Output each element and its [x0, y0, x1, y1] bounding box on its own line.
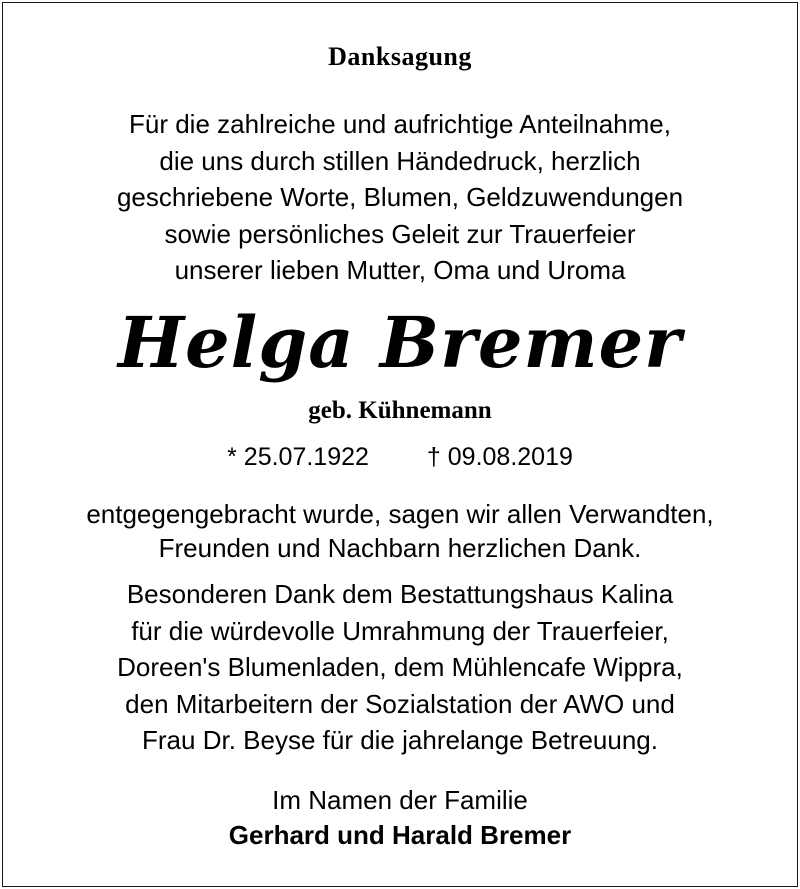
intro-line: Für die zahlreiche und aufrichtige Anteilnahme, — [129, 109, 671, 139]
notice-heading: Danksagung — [328, 42, 472, 71]
intro-line: sowie persönliches Geleit zur Trauerfeier — [164, 218, 636, 249]
thanks-line: Freunden und Nachbarn herzlichen Dank. — [158, 533, 642, 563]
special-thanks-paragraph — [0, 576, 800, 759]
special-thanks-line: Besonderen Dank dem Bestattungshaus Kalina — [126, 579, 674, 609]
thanks-line: entgegengebracht wurde, sagen wir allen Verwandten, — [86, 499, 714, 529]
special-thanks-line: Doreen's Blumenladen, dem Mühlencafe Wippra, — [117, 652, 683, 682]
intro-line: unserer lieben Mutter, Oma und Uroma — [174, 255, 626, 285]
birth-date: * 25.07.1922 — [227, 443, 369, 471]
deceased-name: Helga Bremer — [117, 301, 682, 384]
death-date: † 09.08.2019 — [426, 443, 573, 471]
special-thanks-line: Frau Dr. Beyse für die jahrelange Betreuung. — [142, 725, 658, 755]
maiden-name: geb. Kühnemann — [308, 397, 492, 424]
signature-intro: Im Namen der Familie — [272, 785, 528, 815]
intro-line: die uns durch stillen Händedruck, herzlich — [159, 145, 641, 176]
intro-paragraph — [0, 106, 800, 289]
signature-names: Gerhard und Harald Bremer — [228, 820, 572, 850]
thanks-paragraph — [0, 497, 800, 565]
special-thanks-line: für die würdevolle Umrahmung der Trauerfeier, — [131, 615, 669, 646]
special-thanks-line: den Mitarbeitern der Sozialstation der AWO und — [125, 688, 675, 719]
life-dates — [0, 443, 800, 472]
intro-line: geschriebene Worte, Blumen, Geldzuwendungen — [116, 182, 684, 212]
